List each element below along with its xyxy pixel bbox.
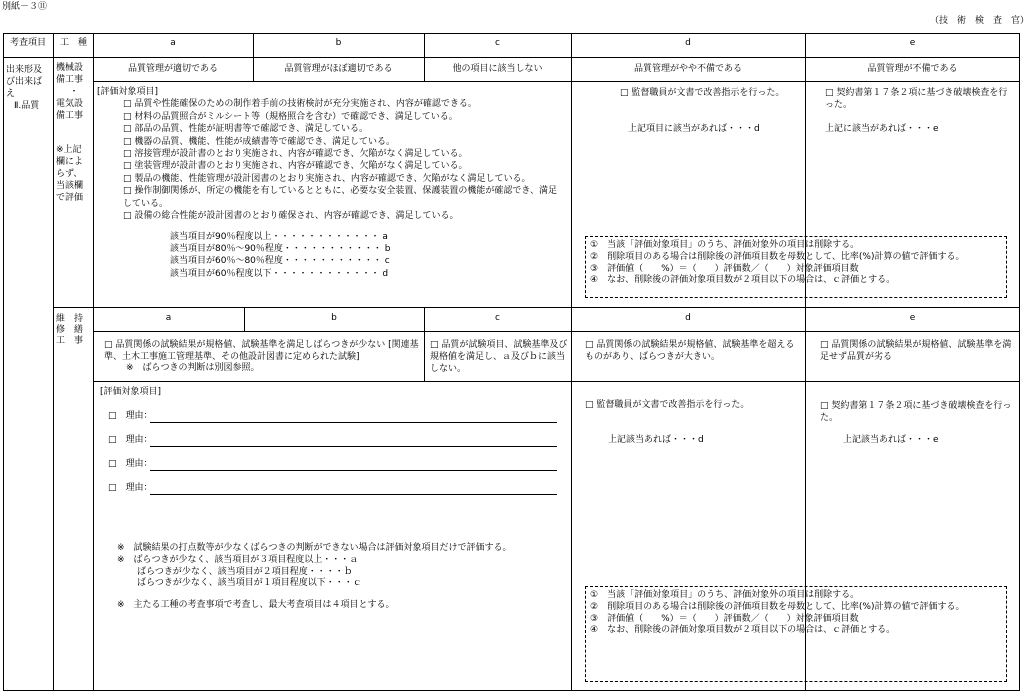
type-line: ・ (69, 87, 79, 97)
item-label (6, 64, 52, 112)
range-line: 該当項目が80％～90％程度・・・・・・・・・・・ b (170, 244, 391, 255)
reason-underline (150, 494, 557, 495)
note-line: ② 削除項目のある場合は削除後の評価項目数を母数として、比率(%)計算の値で評価する。 (590, 251, 965, 262)
s2-desc-ab: □ 品質関係の試験結果が規格値、試験基準を満足しばらつきが少ない [関連基準、土木工事施工管理基準、その他設計図書に定められた試験] (104, 340, 419, 362)
eval-item: □ 品質や性能確保のための制作着手前の技術検討が充分実施され、内容が確認できる。 (123, 99, 477, 110)
item-line: び出来ば (6, 77, 43, 87)
type-line: 機械設 (56, 63, 84, 73)
col-line (571, 33, 572, 691)
s1-notes-box (585, 236, 1007, 298)
bottom-note: ばらつきが少なく、該当項目が１項目程度以下・・・ｃ (137, 578, 362, 589)
range-line: 該当項目が60％程度以下・・・・・・・・・・・・ d (170, 268, 389, 279)
s2-e-result: 上記該当あれば・・・e (843, 435, 939, 445)
note-line: 欄によ (56, 157, 84, 167)
s1-ranges (170, 231, 430, 280)
section1-type (56, 62, 92, 122)
note-line: ② 削除項目のある場合は削除後の評価項目数を母数として、比率(%)計算の値で評価する。 (590, 601, 965, 612)
note-line: ④ なお、削除後の評価対象項目数が２項目以下の場合は、ｃ評価とする。 (590, 625, 896, 636)
s2-d-text: □ 監督職員が文書で改善指示を行った。 (585, 400, 750, 410)
grade-d-header: d (685, 38, 691, 48)
s1-d-text: □ 監督職員が文書で改善指示を行った。 (620, 88, 785, 98)
grade-c-header: c (495, 38, 500, 48)
reason-3: □ 理由： (108, 459, 153, 469)
s2-d-result: 上記該当あれば・・・d (608, 435, 704, 445)
section1-type-note (56, 144, 92, 204)
note-line: ① 当該「評価対象項目」のうち、評価対象外の項目は削除する。 (590, 590, 860, 600)
s1-d-result: 上記項目に該当があれば・・・d (628, 124, 760, 134)
eval-item: □ 部品の品質、性能が証明書等で確認でき、満足している。 (123, 124, 369, 135)
reason-underline (150, 470, 557, 471)
eval-item: □ 操作制御関係が、所定の機能を有しているとともに、必要な安全装置、保護装置の機能が確認でき、満足している。 (123, 186, 558, 209)
s1-desc-e: 品質管理が不備である (867, 64, 958, 74)
s2-grade-a-header: a (165, 313, 172, 323)
col-line (53, 33, 54, 691)
eval-item: □ 材料の品質照合がミルシート等（規格照合を含む）で確認でき、満足している。 (123, 111, 458, 122)
header-item: 考査項目 (9, 38, 46, 48)
type-line: 維 持 (56, 314, 84, 324)
header-type: 工 種 (60, 38, 88, 48)
item-line: え (6, 89, 16, 99)
type-line: 備工事 (56, 111, 84, 121)
note-line: ③ 評価値（ %）＝（ ）評価数／（ ）対象評価項目数 (590, 613, 859, 624)
item-line: Ⅱ.品質 (14, 101, 40, 111)
inspector-label: （技 術 検 査 官） (930, 16, 1030, 26)
row-line (93, 381, 1020, 382)
s2-notes-box (585, 586, 1007, 682)
s2-desc-e: □ 品質関係の試験結果が規格値、試験基準を満足せず品質が劣る (820, 340, 1012, 362)
eval-item: □ 製品の機能、性能管理が設計図書のとおり実施され、内容が確認でき、欠陥がなく満足している。 (123, 173, 531, 184)
eval-item: □ 機器の品質、機能、性能が成績書等で確認でき、満足している。 (123, 136, 396, 147)
bottom-note: ばらつきが少なく、該当項目が２項目程度・・・・ｂ (137, 566, 353, 577)
sheet-id: 別紙－３⑪ (2, 2, 48, 12)
s1-desc-c: 他の項目に該当しない (452, 64, 543, 74)
s1-e-text: □ 契約書第１７条２項に基づき破壊検査を行った。 (825, 88, 1008, 110)
eval-item: □ 塗装管理が設計書のとおり実施され、内容が確認でき、欠陥がなく満足している。 (123, 161, 468, 172)
bottom-note: ※ 主たる工種の考査事項で考査し、最大考査項目は４項目とする。 (117, 600, 395, 611)
eval-item: □ 溶接管理が設計書のとおり実施され、内容が確認でき、欠陥がなく満足している。 (123, 149, 468, 160)
s2-desc-ab-note: ※ ばらつきの判断は別図参照。 (126, 363, 260, 373)
grade-e-header: e (909, 38, 916, 48)
s2-grade-e-header: e (909, 313, 916, 323)
s1-e-result: 上記に該当があれば・・・e (825, 124, 939, 134)
grade-b-header: b (335, 38, 342, 48)
range-line: 該当項目が90％程度以上・・・・・・・・・・・・ a (170, 232, 388, 242)
reason-underline (150, 446, 557, 447)
note-line: ④ なお、削除後の評価対象項目数が２項目以下の場合は、ｃ評価とする。 (590, 275, 896, 286)
s2-grade-d-header: d (685, 313, 691, 323)
s2-grade-b-header: b (331, 313, 337, 323)
note-line: らず、 (56, 169, 83, 179)
note-line: ※上記 (56, 145, 82, 155)
type-line: 電気設 (56, 99, 84, 109)
bottom-note: ※ 試験結果の打点数等が少なくばらつきの判断ができない場合は評価対象項目だけで評価する。 (117, 543, 512, 553)
s1-eval-title: [評価対象項目] (97, 87, 159, 97)
row-line (3, 57, 1020, 58)
reason-1: □ 理由： (108, 411, 153, 421)
col-line (93, 33, 94, 691)
note-line: 当該欄 (56, 181, 84, 191)
note-line: で評価 (56, 193, 84, 203)
type-line: 修 繕 (56, 325, 84, 335)
eval-item: □ 設備の総合性能が設計図書のとおり確保され、内容が確認でき、満足している。 (123, 211, 459, 222)
s1-desc-d: 品質管理がやや不備である (633, 64, 742, 74)
s2-e-text: □ 契約書第１７条２項に基づき破壊検査を行った。 (820, 401, 1012, 423)
s1-eval-list (97, 86, 567, 222)
section2-type (56, 314, 92, 347)
type-line: 工 事 (56, 336, 84, 346)
note-line: ③ 評価値（ %）＝（ ）評価数／（ ）対象評価項目数 (590, 263, 859, 274)
reason-2: □ 理由： (108, 435, 153, 445)
s1-desc-b: 品質管理がほぼ適切である (284, 64, 393, 74)
s2-bottom-notes (117, 543, 567, 612)
reason-4: □ 理由： (108, 483, 153, 493)
s1-desc-a: 品質管理が適切である (127, 64, 218, 74)
row-line (93, 81, 1020, 82)
row-line (53, 307, 1020, 308)
note-line: ① 当該「評価対象項目」のうち、評価対象外の項目は削除する。 (590, 240, 860, 250)
bottom-note: ※ ばらつきが少なく、該当項目が３項目程度以上・・・ａ (117, 554, 359, 565)
item-line: 出来形及 (6, 65, 43, 75)
row-line (93, 331, 1020, 332)
grade-a-header: a (170, 38, 176, 48)
s2-desc-d: □ 品質関係の試験結果が規格値、試験基準を超えるものがあり、ばらつきが大きい。 (585, 340, 795, 362)
type-line: 備工事 (56, 75, 84, 85)
s2-eval-title: [評価対象項目] (100, 387, 162, 397)
s2-grade-c-header: c (495, 313, 500, 323)
range-line: 該当項目が60％～80％程度・・・・・・・・・・・ c (170, 256, 390, 267)
reason-underline (150, 422, 557, 423)
s2-desc-c: □ 品質が試験項目、試験基準及び規格値を満足し、ａ及びｂに該当しない。 (430, 340, 568, 374)
